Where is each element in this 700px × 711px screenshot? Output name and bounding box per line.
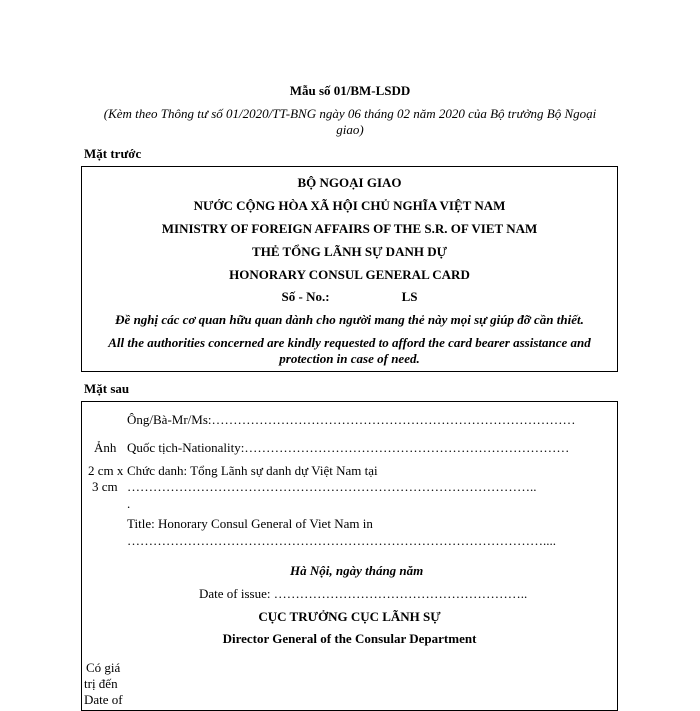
form-subtitle-line2: giao) xyxy=(336,122,364,137)
photo-label-2: 2 cm x xyxy=(88,463,124,478)
validity-label-2: trị đến xyxy=(84,676,118,691)
front-card-title-vi: THẺ TỔNG LÃNH SỰ DANH DỰ xyxy=(252,244,447,259)
position-vi: Chức danh: Tổng Lãnh sự danh dự Việt Nam tại xyxy=(127,463,378,478)
photo-label-3: 3 cm xyxy=(92,479,118,494)
front-country-vi: NƯỚC CỘNG HÒA XÃ HỘI CHỦ NGHĨA VIỆT NAM xyxy=(193,198,506,213)
title-en-dots: …………………………………………………………………………………….... xyxy=(127,533,556,548)
signer-title-en: Director General of the Consular Department xyxy=(222,631,477,646)
form-number: Mẫu số 01/BM-LSDD xyxy=(289,83,411,98)
position-vi-dot-tail: . xyxy=(127,496,131,511)
front-request-vi: Đề nghị các cơ quan hữu quan dành cho người mang thẻ này mọi sự giúp đỡ cần thiết. xyxy=(115,312,584,327)
front-section-label: Mặt trước xyxy=(84,146,142,161)
front-card-title-en: HONORARY CONSUL GENERAL CARD xyxy=(229,267,470,282)
validity-label-1: Có giá xyxy=(86,660,121,675)
front-ministry-vi: BỘ NGOẠI GIAO xyxy=(297,175,402,190)
title-en: Title: Honorary Consul General of Viet Nam in xyxy=(127,516,373,531)
form-subtitle-line1: (Kèm theo Thông tư số 01/2020/TT-BNG ngày 06 tháng 02 năm 2020 của Bộ trưởng Bộ Ngoại xyxy=(103,106,597,121)
front-request-en-line2: protection in case of need. xyxy=(279,351,420,366)
front-ministry-en: MINISTRY OF FOREIGN AFFAIRS OF THE S.R. OF VIET NAM xyxy=(161,221,538,236)
front-number-label: Số - No.: xyxy=(281,289,330,304)
back-section-label: Mặt sau xyxy=(84,381,130,396)
back-card-box xyxy=(81,401,618,711)
date-of-issue: Date of issue: ………………………………………………….. xyxy=(199,586,528,601)
place-date: Hà Nội, ngày tháng năm xyxy=(290,563,424,578)
name-field: Ông/Bà-Mr/Ms:………………………………………………………………………… xyxy=(127,412,576,427)
front-card-box xyxy=(81,166,618,372)
front-request-en-line1: All the authorities concerned are kindly requested to afford the card bearer assistance and xyxy=(108,335,591,350)
nationality-field: Quốc tịch-Nationality:………………………………………………………………… xyxy=(127,440,570,455)
front-number-suffix: LS xyxy=(401,289,418,304)
position-vi-dots: ………………………………………………………………………………….. xyxy=(127,479,537,494)
photo-label-1: Ảnh xyxy=(94,440,117,455)
validity-label-3: Date of xyxy=(84,692,123,707)
front-card-number xyxy=(82,289,617,305)
signer-title-vi: CỤC TRƯỞNG CỤC LÃNH SỰ xyxy=(258,609,441,624)
